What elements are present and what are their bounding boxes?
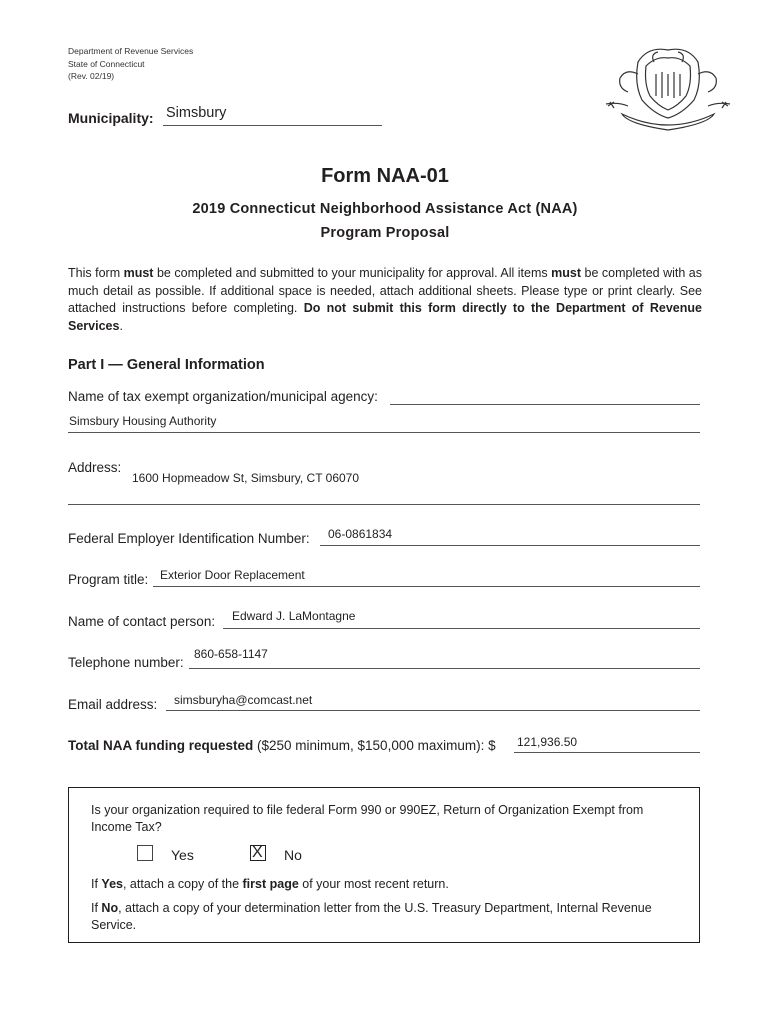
telephone-underline: [189, 668, 700, 669]
email-underline: [166, 710, 700, 711]
municipality-value[interactable]: Simsbury: [166, 105, 227, 121]
form-title: Form NAA-01: [321, 165, 449, 187]
form-subtitle-2: Program Proposal: [320, 225, 450, 241]
org-name-label: Name of tax exempt organization/municipal agency:: [68, 389, 378, 404]
email-field[interactable]: simsburyha@comcast.net: [174, 693, 313, 707]
municipality-underline: [163, 125, 382, 126]
contact-person-underline: [223, 628, 700, 629]
address-label: Address:: [68, 460, 122, 475]
org-name-underline-1: [390, 404, 700, 405]
fein-underline: [320, 545, 700, 546]
program-title-label: Program title:: [68, 572, 149, 587]
yes-label: Yes: [171, 847, 194, 863]
fein-label: Federal Employer Identification Number:: [68, 531, 310, 546]
org-name-underline-2: [68, 432, 700, 433]
yes-checkbox[interactable]: [137, 845, 153, 861]
instructions-paragraph: This form must be completed and submitted to your municipality for approval. All items must be completed with as much detail as possible. If additional space is needed, attach additional sheets. Please type or print clearly. See attached instructions before completing. Do not submit this form directly to the Department of Revenue Services.: [68, 266, 703, 333]
address-underline: [68, 504, 700, 505]
municipality-label: Municipality:: [68, 110, 154, 126]
header-block: [68, 45, 193, 83]
connecticut-state-seal-icon: [598, 44, 738, 136]
checkmark-x-icon: X: [252, 844, 263, 861]
question-text: Is your organization required to file federal Form 990 or 990EZ, Return of Organization Exempt from Income Tax?: [91, 803, 644, 834]
funding-field[interactable]: 121,936.50: [517, 735, 578, 749]
no-checkbox[interactable]: [250, 845, 266, 861]
agency-name: Department of Revenue Services: [68, 46, 194, 56]
contact-person-field[interactable]: Edward J. LaMontagne: [232, 609, 356, 623]
funding-label: Total NAA funding requested ($250 minimum, $150,000 maximum): $: [68, 738, 496, 753]
revision-date: (Rev. 02/19): [68, 71, 115, 81]
state-name: State of Connecticut: [68, 58, 145, 69]
funding-underline: [514, 752, 700, 753]
if-yes-instruction: If Yes, attach a copy of the first page of your most recent return.: [91, 877, 449, 891]
part1-heading: Part I — General Information: [68, 357, 265, 373]
program-title-underline: [153, 586, 700, 587]
org-name-field[interactable]: Simsbury Housing Authority: [69, 414, 217, 428]
no-label: No: [284, 847, 302, 863]
if-no-instruction: If No, attach a copy of your determination letter from the U.S. Treasury Department, Internal Revenue Service.: [91, 901, 652, 932]
telephone-label: Telephone number:: [68, 655, 184, 670]
fein-field[interactable]: 06-0861834: [328, 527, 393, 541]
program-title-field[interactable]: Exterior Door Replacement: [160, 568, 305, 582]
email-label: Email address:: [68, 697, 158, 712]
form-subtitle: 2019 Connecticut Neighborhood Assistance Act (NAA): [192, 201, 578, 217]
contact-person-label: Name of contact person:: [68, 614, 216, 629]
form-990-question-box: [68, 787, 700, 943]
telephone-field[interactable]: 860-658-1147: [194, 647, 268, 661]
address-field[interactable]: 1600 Hopmeadow St, Simsbury, CT 06070: [132, 471, 360, 485]
